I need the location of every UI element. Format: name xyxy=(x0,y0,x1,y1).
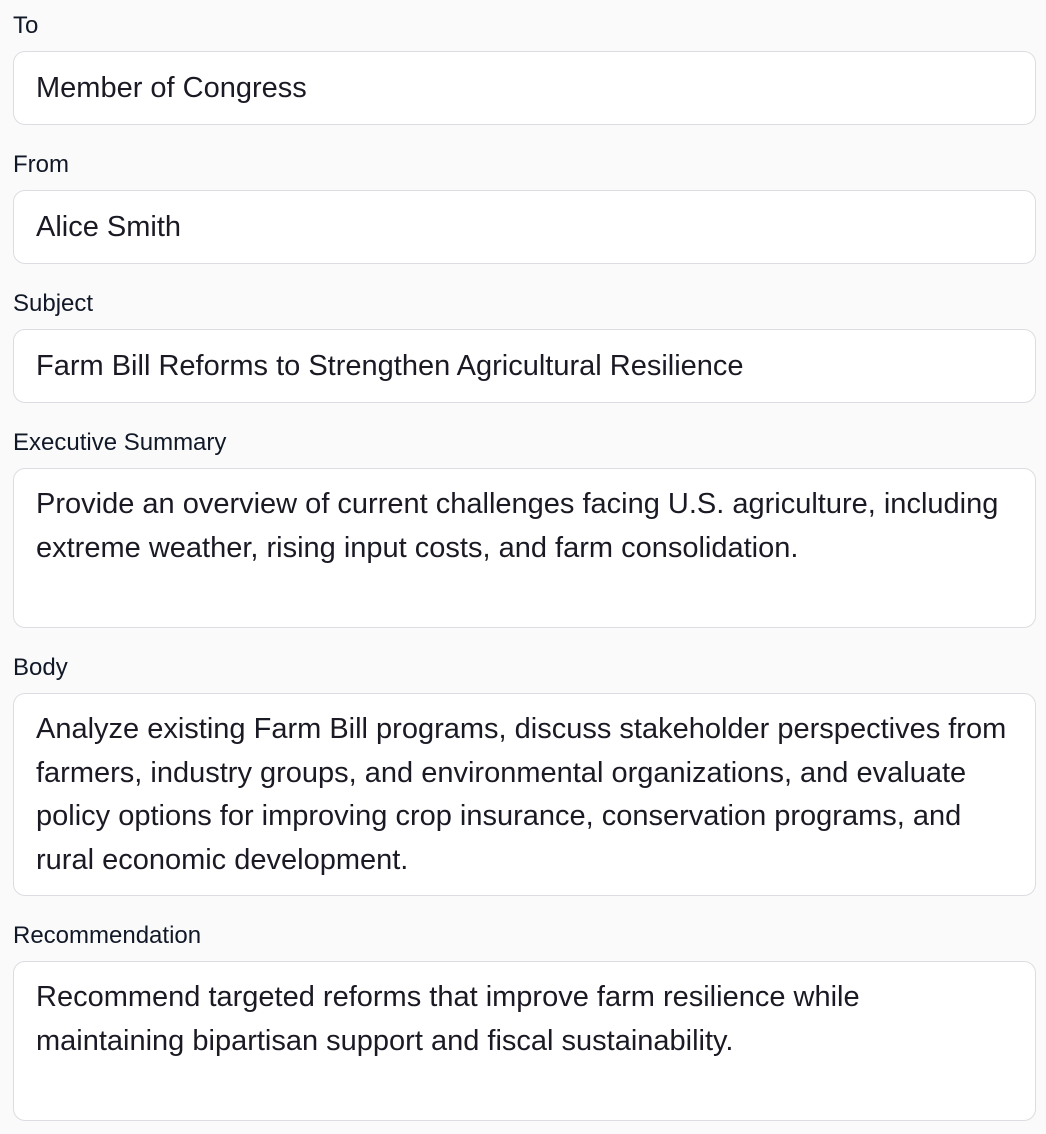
body-textarea[interactable] xyxy=(13,693,1036,896)
subject-input[interactable] xyxy=(13,329,1036,403)
executive-summary-label: Executive Summary xyxy=(13,429,227,456)
recommendation-label: Recommendation xyxy=(13,922,202,949)
body-label: Body xyxy=(13,654,68,681)
recommendation-field-group xyxy=(13,923,1036,1121)
from-field-group xyxy=(13,152,1036,264)
executive-summary-textarea[interactable] xyxy=(13,468,1036,628)
to-input[interactable] xyxy=(13,51,1036,125)
body-field-group xyxy=(13,655,1036,896)
from-input[interactable] xyxy=(13,190,1036,264)
subject-field-group xyxy=(13,291,1036,403)
from-label: From xyxy=(13,151,69,178)
to-field-group xyxy=(13,13,1036,125)
subject-label: Subject xyxy=(13,290,94,317)
recommendation-textarea[interactable] xyxy=(13,961,1036,1121)
to-label: To xyxy=(13,12,39,39)
executive-summary-field-group xyxy=(13,430,1036,628)
